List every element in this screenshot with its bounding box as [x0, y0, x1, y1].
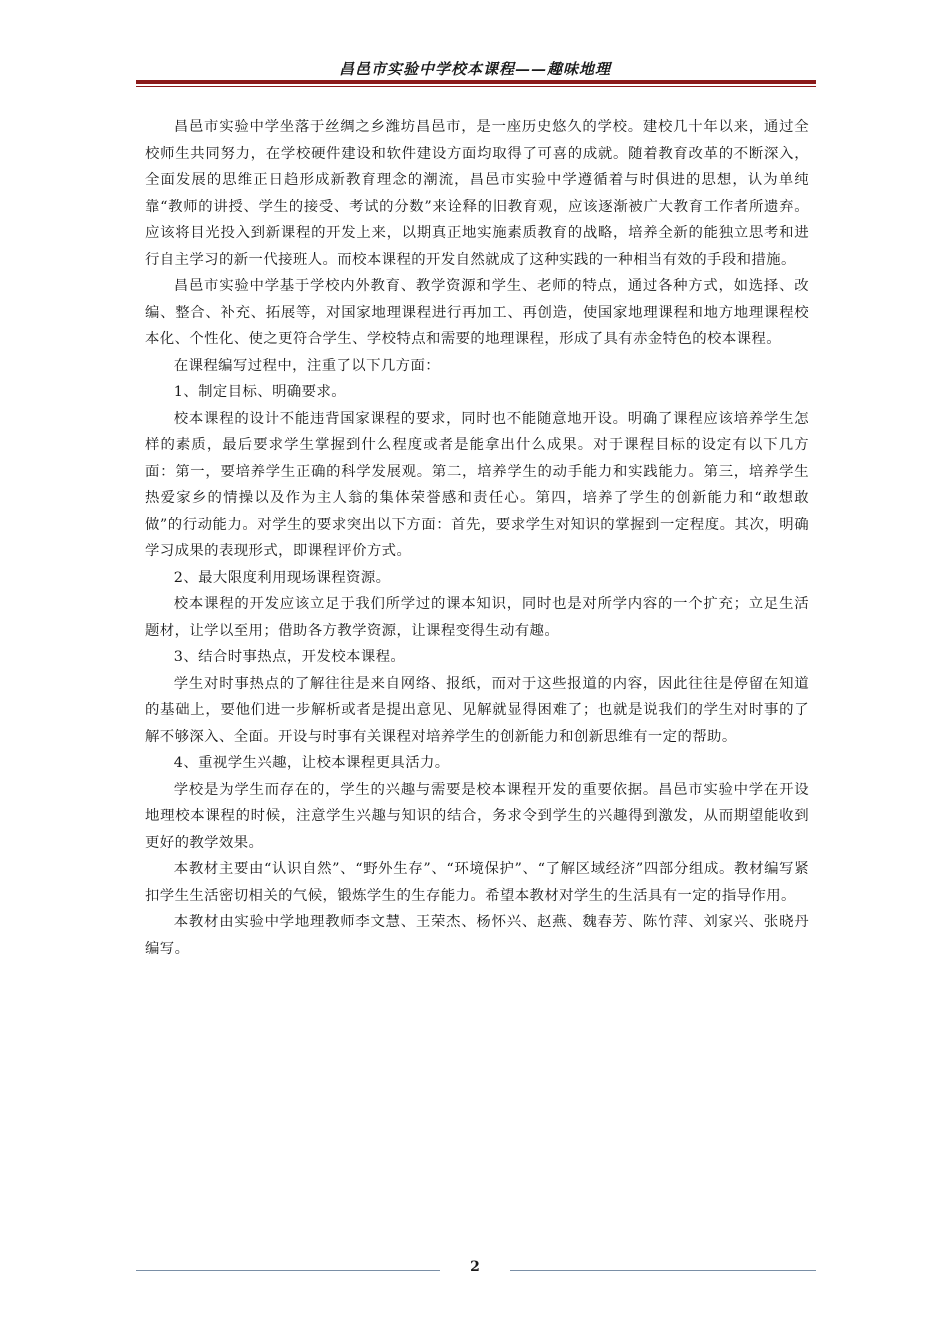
heading-point-3: 3、结合时事热点，开发校本课程。	[173, 649, 406, 665]
footer-rule-right	[510, 1270, 816, 1271]
heading-point-2: 2、最大限度利用现场课程资源。	[173, 569, 391, 586]
header-rule-thick	[136, 80, 816, 84]
paragraph-point-3: 学生对时事热点的了解往往是来自网络、报纸，而对于这些报道的内容，因此往往是停留在知道的基础上，要他们进一步解析或者是提出意见、见解就显得困难了；也就是说我们的学生对时事的了解不够深入、全面。开设与时事有关课程对培养学生的创新能力和创新思维有一定的帮助。	[145, 675, 809, 745]
paragraph-basis: 昌邑市实验中学基于学校内外教育、教学资源和学生、老师的特点，通过各种方式，如选择、改编、整合、补充、拓展等，对国家地理课程进行再加工、再创造，使国家地理课程和地方地理课程校本化、个性化、使之更符合学生、学校特点和需要的地理课程，形成了具有赤金特色的校本课程。	[145, 278, 809, 347]
page-header-title: 昌邑市实验中学校本课程——趣味地理	[338, 60, 611, 78]
header-rule-thin	[136, 86, 816, 87]
heading-point-1: 1、制定目标、明确要求。	[173, 384, 347, 400]
paragraph-authors: 本教材由实验中学地理教师李文慧、王荣杰、杨怀兴、赵燕、魏春芳、陈竹萍、刘家兴、张晓丹编写。	[145, 914, 809, 957]
footer-rule-left	[136, 1270, 440, 1271]
paragraph-point-2: 校本课程的开发应该立足于我们所学过的课本知识，同时也是对所学内容的一个扩充；立足生活题材，让学以至用；借助各方教学资源，让课程变得生动有趣。	[145, 596, 809, 639]
paragraph-intro: 昌邑市实验中学坐落于丝绸之乡潍坊昌邑市，是一座历史悠久的学校。建校几十年以来，通过全校师生共同努力，在学校硬件建设和软件建设方面均取得了可喜的成就。随着教育改革的不断深入，全面发展的思维正日趋形成新教育理念的潮流，昌邑市实验中学遵循着与时俱进的思想，认为单纯靠“教师的讲授、学生的接受、考试的分数”来诠释的旧教育观，应该逐渐被广大教育工作者所遗弃。应该将目光投入到新课程的开发上来，以期真正地实施素质教育的战略，培养全新的能独立思考和进行自主学习的新一代接班人。而校本课程的开发自然就成了这种实践的一种相当有效的手段和措施。	[145, 119, 809, 268]
paragraph-contents: 本教材主要由“认识自然”、“野外生存”、“环境保护”、“了解区域经济”四部分组成。教材编写紧扣学生生活密切相关的气候，锻炼学生的生存能力。希望本教材对学生的生活具有一定的指导作用。	[145, 861, 809, 904]
paragraph-aspects-lead: 在课程编写过程中，注重了以下几方面：	[173, 357, 441, 374]
paragraph-point-4: 学校是为学生而存在的，学生的兴趣与需要是校本课程开发的重要依据。昌邑市实验中学在开设地理校本课程的时候，注意学生兴趣与知识的结合，务求令到学生的兴趣得到激发，从而期望能收到更好的教学效果。	[145, 781, 809, 851]
heading-point-4: 4、重视学生兴趣，让校本课程更具活力。	[173, 755, 450, 771]
document-body	[145, 114, 809, 962]
paragraph-point-1: 校本课程的设计不能违背国家课程的要求，同时也不能随意地开设。明确了课程应该培养学生怎样的素质，最后要求学生掌握到什么程度或者是能拿出什么成果。对于课程目标的设定有以下几方面：第一，要培养学生正确的科学发展观。第二，培养学生的动手能力和实践能力。第三，培养学生热爱家乡的情操以及作为主人翁的集体荣誉感和责任心。第四，培养了学生的创新能力和“敢想敢做”的行动能力。对学生的要求突出以下方面：首先，要求学生对知识的掌握到一定程度。其次，明确学习成果的表现形式，即课程评价方式。	[145, 410, 809, 559]
page-number: 2	[470, 1259, 480, 1275]
